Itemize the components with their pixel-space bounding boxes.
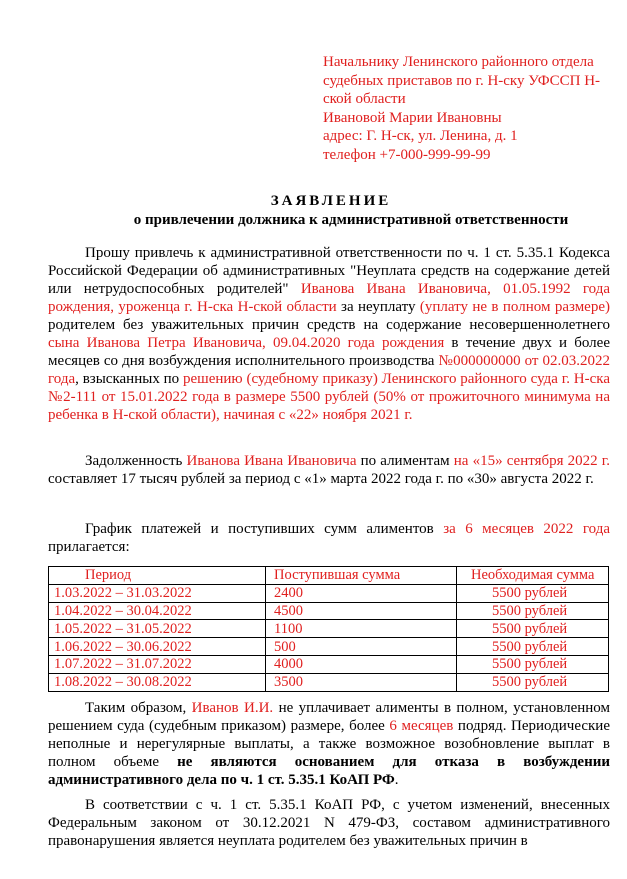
cell-period: 1.06.2022 – 30.06.2022 <box>49 638 266 656</box>
cell-received: 3500 <box>266 673 457 691</box>
cell-received: 2400 <box>266 584 457 602</box>
text-run: прилагается: <box>48 539 130 555</box>
table-row <box>49 620 609 638</box>
addressee-address: адрес: Г. Н-ск, ул. Ленина, д. 1 <box>323 128 518 145</box>
cell-received: 1100 <box>266 620 457 638</box>
text-run: по алиментам <box>356 453 454 469</box>
text-run: Таким образом, <box>85 700 192 716</box>
payments-table <box>48 566 609 692</box>
text-run: за неуплату <box>336 299 420 315</box>
schedule-period: за 6 месяцев 2022 года <box>443 521 610 537</box>
court-order-info: решению (судебному приказу) Ленинского районного суда г. Н-ска №2-111 от 15.01.2022 года в размере 5500 рублей (50% от прожиточного минимума на ребенка в Н-ской области), начиная с «22» ноября 2021 г. <box>48 371 611 423</box>
table-row <box>49 584 609 602</box>
cell-period: 1.08.2022 – 30.08.2022 <box>49 673 266 691</box>
paragraph-conclusion <box>48 699 610 789</box>
addressee-phone: телефон +7-000-999-99-99 <box>323 146 491 163</box>
cell-required: 5500 рублей <box>457 655 609 673</box>
text-run: подряд. Периодические неполные и нерегулярные выплаты, а также возможное возобновление выплат в полном объеме <box>48 718 610 770</box>
text-run: составляет 17 тысяч рублей за период с «1» марта 2022 года г. по «30» августа 2022 г. <box>48 471 594 487</box>
text-run: , взысканных по <box>75 371 184 387</box>
text-run: График платежей и поступивших сумм алиментов <box>85 521 444 537</box>
cell-required: 5500 рублей <box>457 584 609 602</box>
text-run: В соответствии с ч. 1 ст. 5.35.1 КоАП РФ, с учетом изменений, внесенных Федеральным законом от 30.12.2021 N 479-ФЗ, составом административного правонарушения является неуплата родителем без уважительных причин в <box>48 797 610 849</box>
paragraph-schedule <box>48 520 610 556</box>
cell-received: 4000 <box>266 655 457 673</box>
header-received: Поступившая сумма <box>266 567 457 585</box>
table-row <box>49 673 609 691</box>
cell-period: 1.03.2022 – 31.03.2022 <box>49 584 266 602</box>
addressee-block <box>323 53 613 165</box>
addressee-line: Начальнику Ленинского районного отдела <box>323 54 594 70</box>
addressee-name: Ивановой Марии Ивановны <box>323 109 502 126</box>
table-row <box>49 602 609 620</box>
cell-period: 1.05.2022 – 31.05.2022 <box>49 620 266 638</box>
text-run: родителем без уважительных причин средств на содержание несовершеннолетнего <box>48 317 610 333</box>
addressee-line: ской области <box>323 91 406 108</box>
header-required: Необходимая сумма <box>457 567 609 585</box>
paragraph-debt <box>48 452 610 488</box>
paragraph-request <box>48 244 610 424</box>
text-run: . <box>394 772 399 788</box>
cell-required: 5500 рублей <box>457 620 609 638</box>
text-run: Задолженность <box>85 453 187 469</box>
cell-required: 5500 рублей <box>457 602 609 620</box>
document-title: ЗАЯВЛЕНИЕ <box>270 193 392 209</box>
addressee-line: судебных приставов по г. Н-ску УФССП Н- <box>323 72 601 89</box>
debtor-name: Иванова Ивана Ивановича <box>186 453 357 469</box>
child-info: сына Иванова Петра Ивановича, 09.04.2020 года рождения <box>48 335 445 351</box>
months-count: 6 месяцев <box>389 718 454 734</box>
debt-date: на «15» сентября 2022 г. <box>453 453 610 469</box>
cell-required: 5500 рублей <box>457 638 609 656</box>
table-header-row <box>49 567 609 585</box>
cell-received: 4500 <box>266 602 457 620</box>
debtor-info: Иванова Ивана Ивановича, 01.05.1992 года рождения, уроженца г. Н-ска Н-ской области <box>48 281 611 315</box>
paragraph-legal-basis <box>48 796 610 850</box>
header-period: Период <box>49 567 266 585</box>
debtor-short-name: Иванов И.И. <box>191 700 274 716</box>
cell-received: 500 <box>266 638 457 656</box>
text-run: в течение двух и более месяцев со дня возбуждения исполнительного производства <box>48 335 610 369</box>
document-subtitle: о привлечении должника к административной ответственности <box>133 212 569 228</box>
bold-statement: не являются основанием для отказа в возбуждении административного дела по ч. 1 ст. 5.35.1 КоАП РФ <box>48 754 611 788</box>
text-run-red: (уплату не в полном размере) <box>419 299 610 315</box>
table-row <box>49 638 609 656</box>
cell-required: 5500 рублей <box>457 673 609 691</box>
text-run: Прошу привлечь к административной ответственности по ч. 1 ст. 5.35.1 Кодекса Российской Федерации об административных "Неуплата средств на содержание детей или нетрудоспособных родителей" <box>48 245 610 297</box>
cell-period: 1.07.2022 – 31.07.2022 <box>49 655 266 673</box>
proceeding-number: №000000000 от 02.03.2022 года <box>48 353 610 387</box>
text-run: не уплачивает алименты в полном, установленном решением суда (судебным приказом) размере, более <box>48 700 610 734</box>
table-row <box>49 655 609 673</box>
cell-period: 1.04.2022 – 30.04.2022 <box>49 602 266 620</box>
